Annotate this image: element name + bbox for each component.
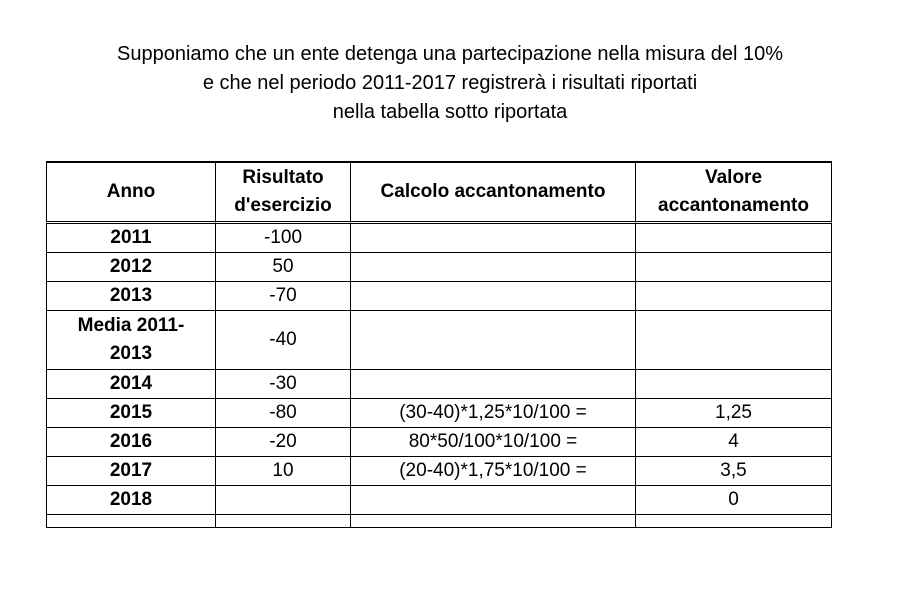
cell-anno-line-2: 2013 bbox=[109, 343, 153, 364]
cell-calcolo bbox=[351, 282, 636, 311]
header-risultato-line-2: d'esercizio bbox=[234, 195, 332, 216]
table-header-row bbox=[46, 161, 832, 224]
table-row bbox=[46, 428, 832, 457]
cell-valore: 1,25 bbox=[636, 399, 832, 428]
cell-valore: 0 bbox=[636, 486, 832, 515]
cell-risultato: -70 bbox=[216, 282, 351, 311]
cell-calcolo: (30-40)*1,25*10/100 = bbox=[351, 399, 636, 428]
table-row bbox=[46, 486, 832, 515]
cell-risultato bbox=[216, 486, 351, 515]
accantonamento-table bbox=[46, 161, 832, 528]
cell-anno: 2013 bbox=[46, 282, 216, 311]
intro-text bbox=[0, 40, 900, 127]
header-calcolo bbox=[351, 161, 636, 224]
cell-anno: 2016 bbox=[46, 428, 216, 457]
table-row bbox=[46, 457, 832, 486]
header-risultato bbox=[216, 161, 351, 224]
table-row bbox=[46, 311, 832, 370]
table-row bbox=[46, 253, 832, 282]
cell-anno bbox=[46, 311, 216, 370]
table-row bbox=[46, 399, 832, 428]
cell-calcolo bbox=[351, 370, 636, 399]
cell-empty bbox=[46, 515, 216, 528]
cell-empty bbox=[351, 515, 636, 528]
cell-anno: 2018 bbox=[46, 486, 216, 515]
cell-valore: 3,5 bbox=[636, 457, 832, 486]
accantonamento-table-container bbox=[46, 161, 832, 528]
header-risultato-line-1: Risultato bbox=[242, 167, 324, 188]
cell-valore bbox=[636, 253, 832, 282]
table-row bbox=[46, 224, 832, 253]
intro-line-1: Supponiamo che un ente detenga una partecipazione nella misura del 10% bbox=[116, 43, 784, 65]
table-row bbox=[46, 282, 832, 311]
cell-calcolo bbox=[351, 224, 636, 253]
cell-risultato: -100 bbox=[216, 224, 351, 253]
header-valore bbox=[636, 161, 832, 224]
cell-empty bbox=[216, 515, 351, 528]
cell-valore bbox=[636, 224, 832, 253]
cell-anno: 2012 bbox=[46, 253, 216, 282]
cell-risultato: -20 bbox=[216, 428, 351, 457]
header-valore-line-1: Valore bbox=[704, 167, 763, 188]
cell-calcolo: 80*50/100*10/100 = bbox=[351, 428, 636, 457]
cell-risultato: -80 bbox=[216, 399, 351, 428]
cell-valore bbox=[636, 282, 832, 311]
cell-risultato: -40 bbox=[216, 311, 351, 370]
intro-line-2: e che nel periodo 2011-2017 registrerà i risultati riportati bbox=[202, 72, 698, 94]
cell-anno: 2017 bbox=[46, 457, 216, 486]
cell-anno-line-1: Media 2011- bbox=[77, 315, 185, 336]
cell-valore: 4 bbox=[636, 428, 832, 457]
header-anno-label: Anno bbox=[106, 181, 156, 202]
intro-line-3: nella tabella sotto riportata bbox=[332, 101, 568, 123]
cell-valore bbox=[636, 311, 832, 370]
cell-empty bbox=[636, 515, 832, 528]
cell-calcolo bbox=[351, 486, 636, 515]
cell-calcolo bbox=[351, 311, 636, 370]
cell-calcolo: (20-40)*1,75*10/100 = bbox=[351, 457, 636, 486]
cell-risultato: -30 bbox=[216, 370, 351, 399]
table-row-empty bbox=[46, 515, 832, 528]
cell-anno: 2011 bbox=[46, 224, 216, 253]
cell-risultato: 50 bbox=[216, 253, 351, 282]
header-calcolo-label: Calcolo accantonamento bbox=[380, 181, 606, 202]
cell-anno: 2015 bbox=[46, 399, 216, 428]
header-valore-line-2: accantonamento bbox=[658, 195, 809, 216]
cell-valore bbox=[636, 370, 832, 399]
table-row bbox=[46, 370, 832, 399]
cell-anno: 2014 bbox=[46, 370, 216, 399]
cell-risultato: 10 bbox=[216, 457, 351, 486]
cell-calcolo bbox=[351, 253, 636, 282]
header-anno bbox=[46, 161, 216, 224]
